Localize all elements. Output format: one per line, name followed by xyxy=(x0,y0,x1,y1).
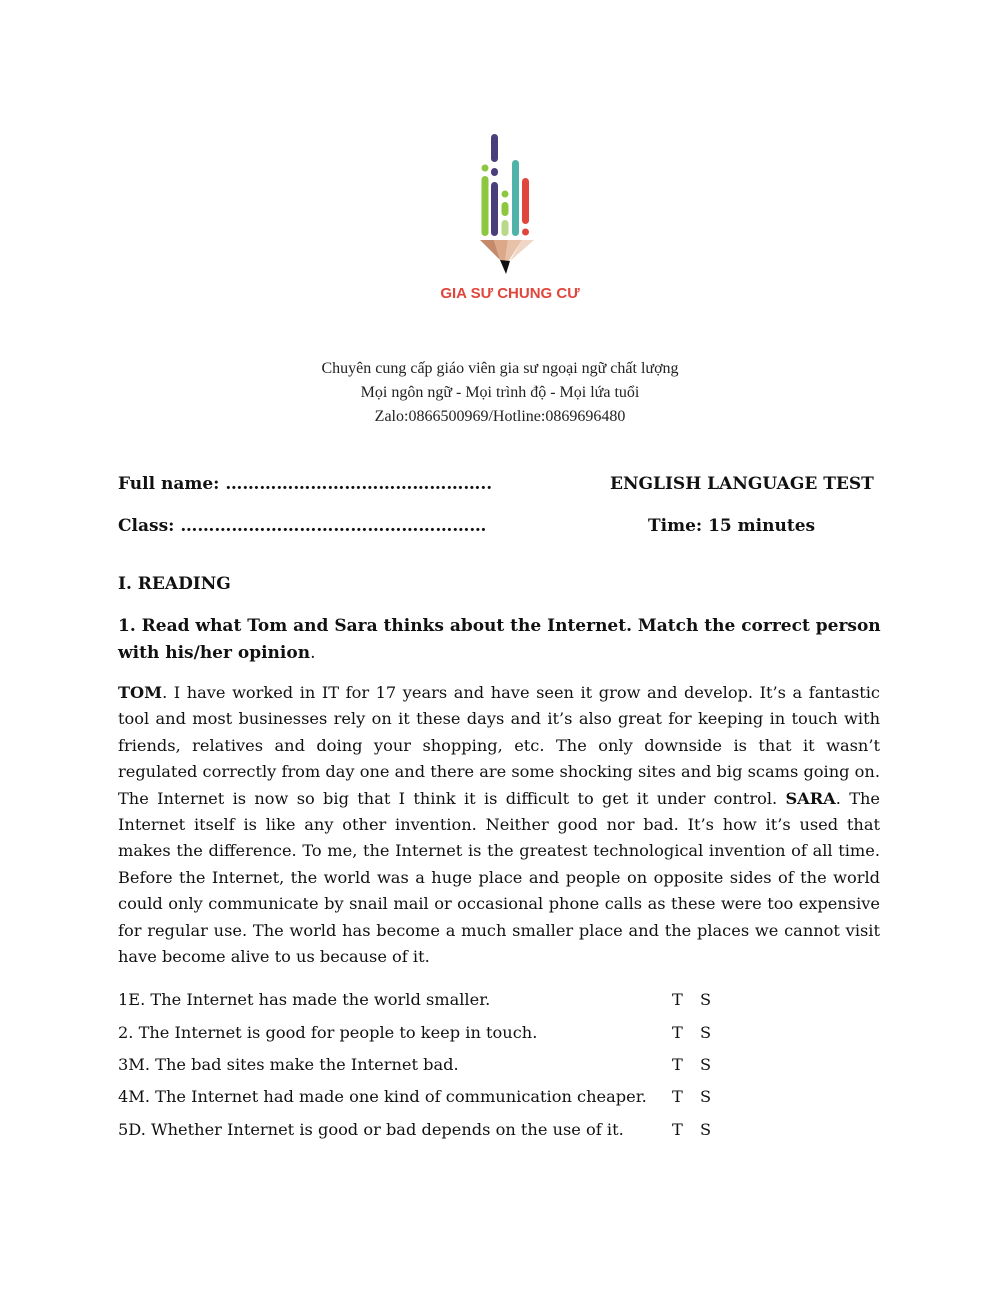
statement-2: 2. The Internet is good for people to keep in touch. xyxy=(118,1023,538,1042)
option-s-5[interactable]: S xyxy=(700,1120,712,1139)
option-t-5[interactable]: T xyxy=(672,1120,683,1139)
task-end: . xyxy=(310,643,316,663)
answer-options-5 xyxy=(672,1120,728,1139)
option-t-1[interactable]: T xyxy=(672,990,683,1009)
option-t-4[interactable]: T xyxy=(672,1087,683,1106)
option-s-4[interactable]: S xyxy=(700,1087,712,1106)
option-s-2[interactable]: S xyxy=(700,1023,712,1042)
statement-1: 1E. The Internet has made the world smaller. xyxy=(118,990,491,1009)
answer-options-2 xyxy=(672,1023,728,1042)
tom-name: TOM xyxy=(118,683,163,702)
reading-passage xyxy=(118,680,880,970)
option-s-1[interactable]: S xyxy=(700,990,712,1009)
answer-options-3 xyxy=(672,1055,728,1074)
option-t-2[interactable]: T xyxy=(672,1023,683,1042)
section-title: I. READING xyxy=(118,574,231,594)
sara-name: SARA xyxy=(785,788,836,808)
sara-text: . The Internet itself is like any other invention. Neither good nor bad. It’s how it’s used that makes the difference. To me, the Internet is the greatest technological invention of all time. Before the Internet, the world was a huge place and people on opposite sides of the world could only communicate by snail mail or occasional phone calls as these were too expensive for regular use. The world has become a much smaller place and the places we cannot visit have become alive to us because of it. xyxy=(118,788,881,967)
statement-4: 4M. The Internet had made one kind of communication cheaper. xyxy=(118,1087,647,1106)
option-s-3[interactable]: S xyxy=(700,1055,712,1074)
test-title: ENGLISH LANGUAGE TEST xyxy=(610,474,874,494)
statement-3: 3M. The bad sites make the Internet bad. xyxy=(118,1055,459,1074)
full-name-field: Full name: ……………………………………….. xyxy=(118,474,493,494)
task-instruction xyxy=(118,613,888,667)
answer-options-4 xyxy=(672,1087,728,1106)
tom-text: . I have worked in IT for 17 years and have seen it grow and develop. It’s a fantastic tool and most businesses rely on it these days and it’s also great for keeping in touch with friends, relatives and doing your shopping, etc. The only downside is that it wasn’t regulated correctly from day one and there are some shocking sites and big scams going on. The Internet is now so big that I think it is difficult to get it under control. xyxy=(118,683,880,808)
tagline-line-1: Chuyên cung cấp giáo viên gia sư ngoại ngữ chất lượng xyxy=(321,360,679,377)
pencil-logo-icon xyxy=(478,130,538,280)
tagline-line-2: Mọi ngôn ngữ - Mọi trình độ - Mọi lứa tuổi xyxy=(360,384,640,401)
task-text: 1. Read what Tom and Sara thinks about the Internet. Match the correct person with his/her opinion xyxy=(118,616,881,663)
brand-name: GIA SƯ CHUNG CƯ xyxy=(440,285,580,302)
tagline-line-3: Zalo:0866500969/Hotline:0869696480 xyxy=(374,408,626,425)
answer-options-1 xyxy=(672,990,728,1009)
class-field: Class: ……………………………………………… xyxy=(118,516,487,536)
option-t-3[interactable]: T xyxy=(672,1055,683,1074)
statement-5: 5D. Whether Internet is good or bad depends on the use of it. xyxy=(118,1120,624,1139)
time-limit: Time: 15 minutes xyxy=(648,516,816,536)
